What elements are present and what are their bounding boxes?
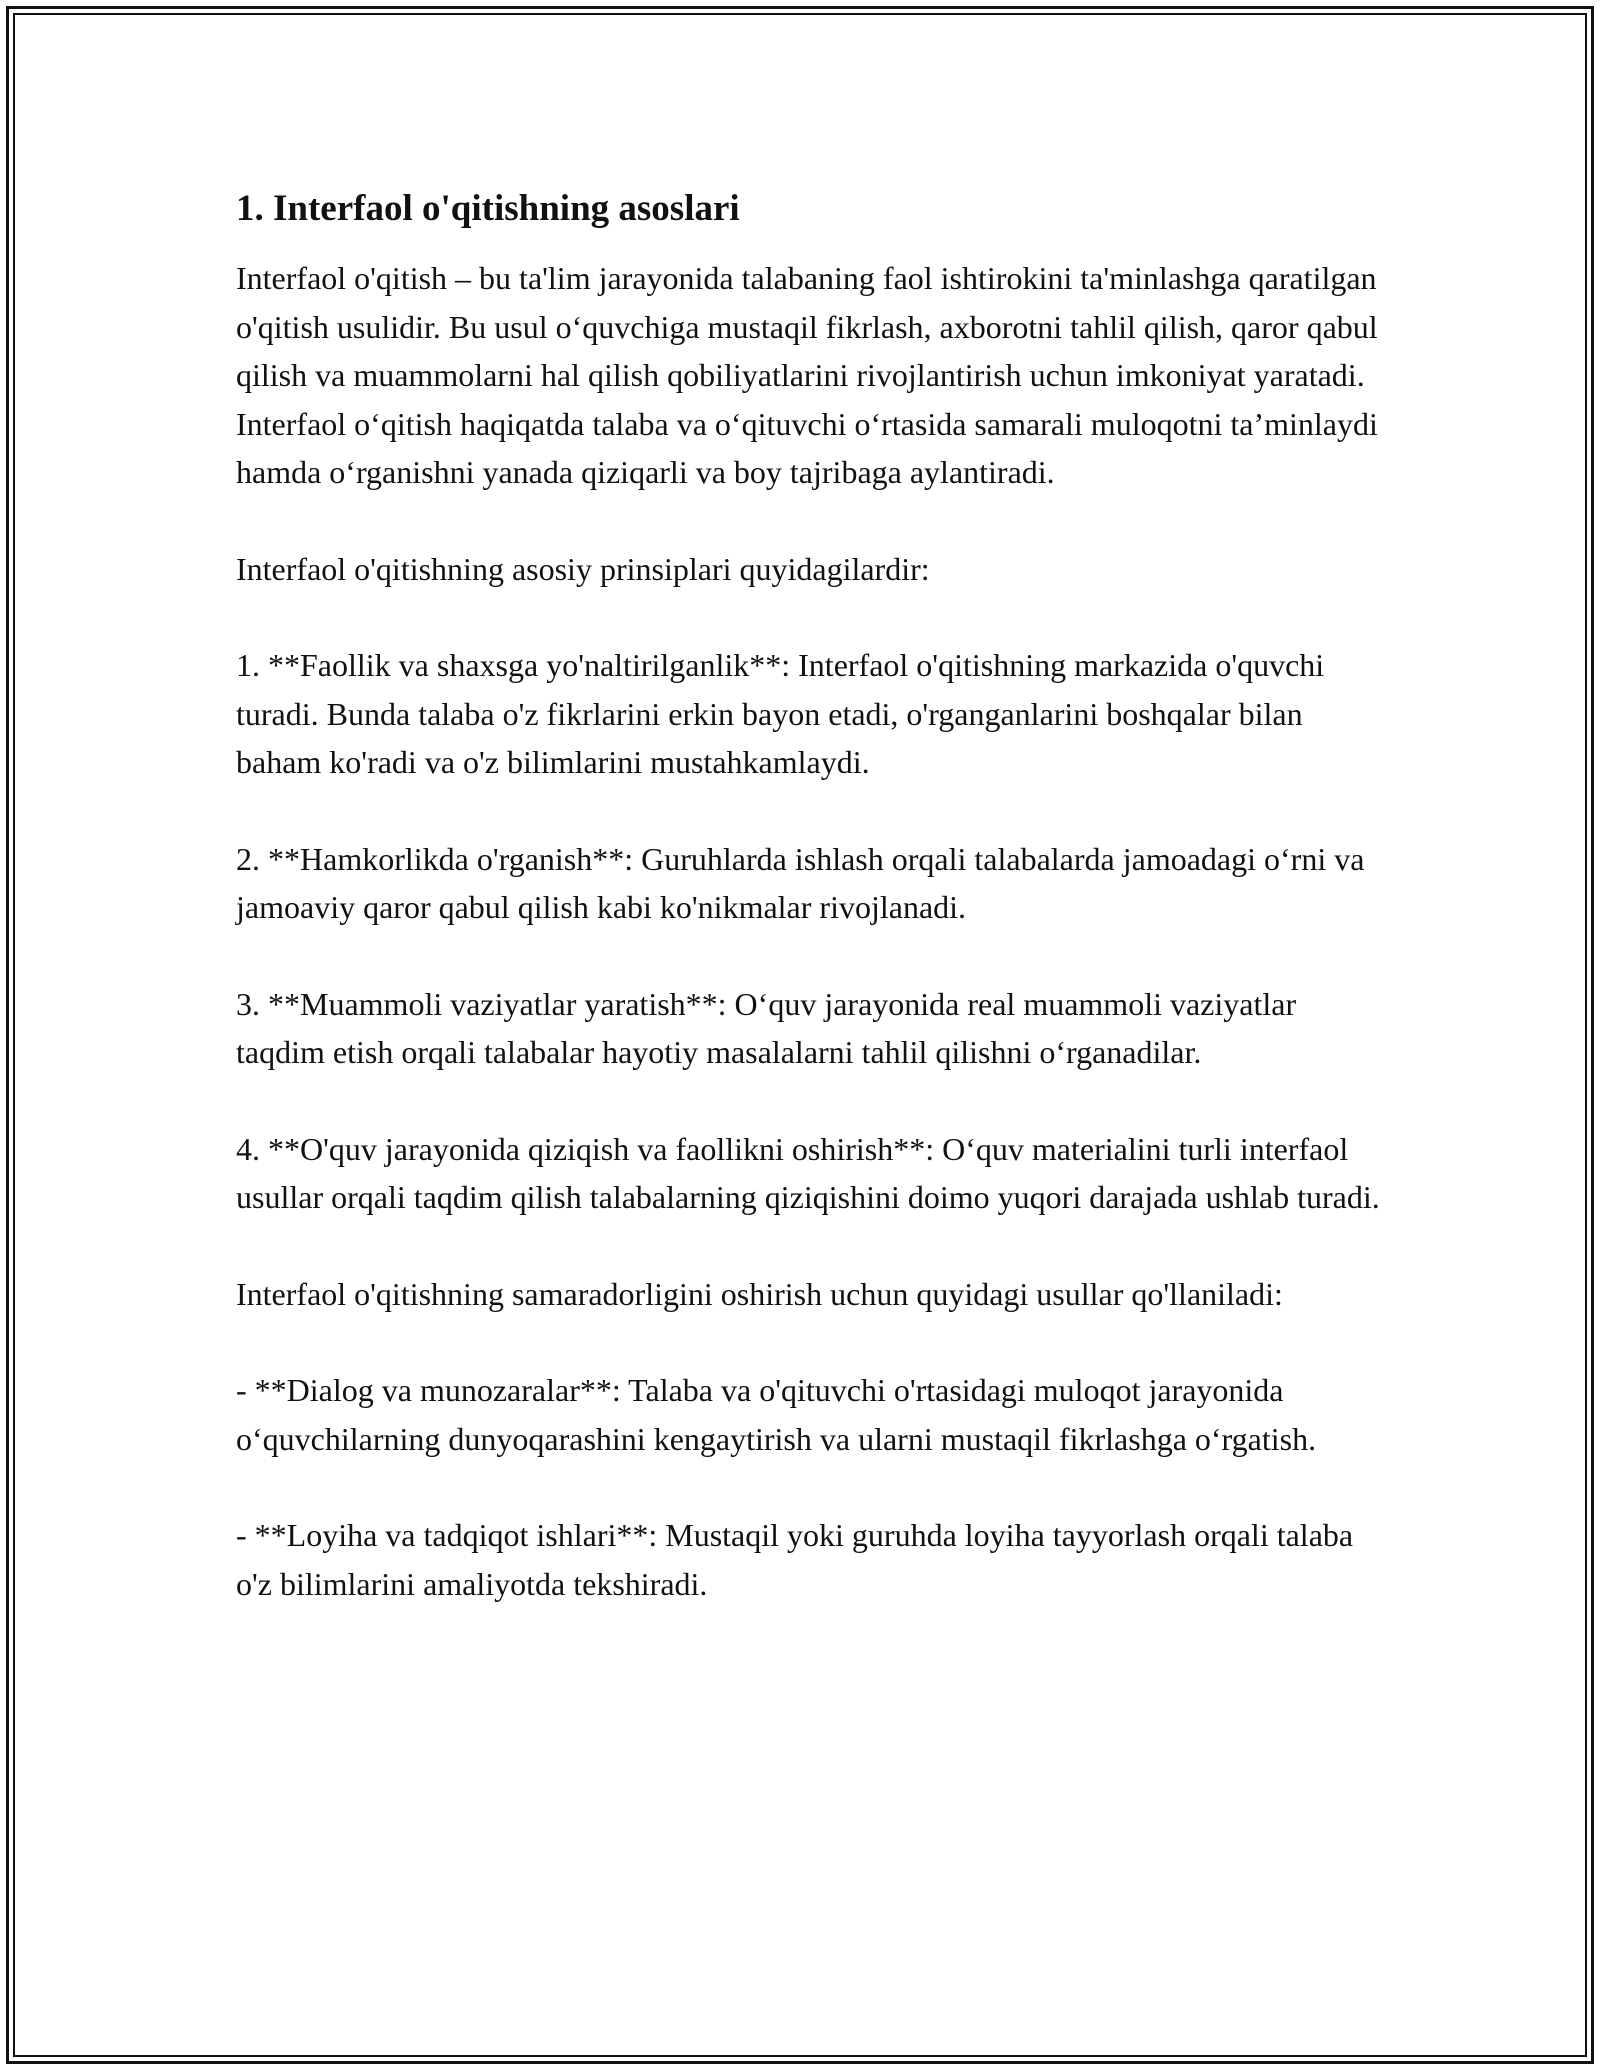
method-item: - **Loyiha va tadqiqot ishlari**: Mustaqil yoki guruhda loyiha tayyorlash orqali talaba o'z bilimlarini amaliyotda tekshiradi. [236,1517,1354,1602]
intro-paragraph: Interfaol o'qitish – bu ta'lim jarayonida talabaning faol ishtirokini ta'minlashga qaratilgan o'qitish usulidir. Bu usul o‘quvchiga mustaqil fikrlash, axborotni tahlil qilish, qaror qabul qilish va muammolarni hal qilish qobiliyatlarini rivojlantirish uchun imkoniyat yaratadi. Interfaol o‘qitish haqiqatda talaba va o‘qituvchi o‘rtasida samarali muloqotni ta’minlaydi hamda o‘rganishni yanada qiziqarli va boy tajribaga aylantiradi. [236,260,1378,490]
document-body [236,186,1386,1656]
principles-intro: Interfaol o'qitishning asosiy prinsiplari quyidagilardir: [236,550,930,587]
section-heading: 1. Interfaol o'qitishning asoslari [236,188,740,229]
principle-item: 3. **Muammoli vaziyatlar yaratish**: O‘quv jarayonida real muammoli vaziyatlar taqdim etish orqali talabalar hayotiy masalalarni tahlil qilishni o‘rganadilar. [236,985,1297,1070]
methods-intro: Interfaol o'qitishning samaradorligini oshirish uchun quyidagi usullar qo'llaniladi: [236,1275,1283,1312]
method-item: - **Dialog va munozaralar**: Talaba va o'qituvchi o'rtasidagi muloqot jarayonida o‘quvchilarning dunyoqarashini kengaytirish va ularni mustaqil fikrlashga o‘rgatish. [236,1372,1317,1457]
principle-item: 2. **Hamkorlikda o'rganish**: Guruhlarda ishlash orqali talabalarda jamoadagi o‘rni va jamoaviy qaror qabul qilish kabi ko'nikmalar rivojlanadi. [236,840,1365,925]
principle-item: 1. **Faollik va shaxsga yo'naltirilganlik**: Interfaol o'qitishning markazida o'quvchi turadi. Bunda talaba o'z fikrlarini erkin bayon etadi, o'rganganlarini boshqalar bilan baham ko'radi va o'z bilimlarini mustahkamlaydi. [236,647,1325,780]
principle-item: 4. **O'quv jarayonida qiziqish va faollikni oshirish**: O‘quv materialini turli interfaol usullar orqali taqdim qilish talabalarning qiziqishini doimo yuqori darajada ushlab turadi. [236,1130,1380,1215]
